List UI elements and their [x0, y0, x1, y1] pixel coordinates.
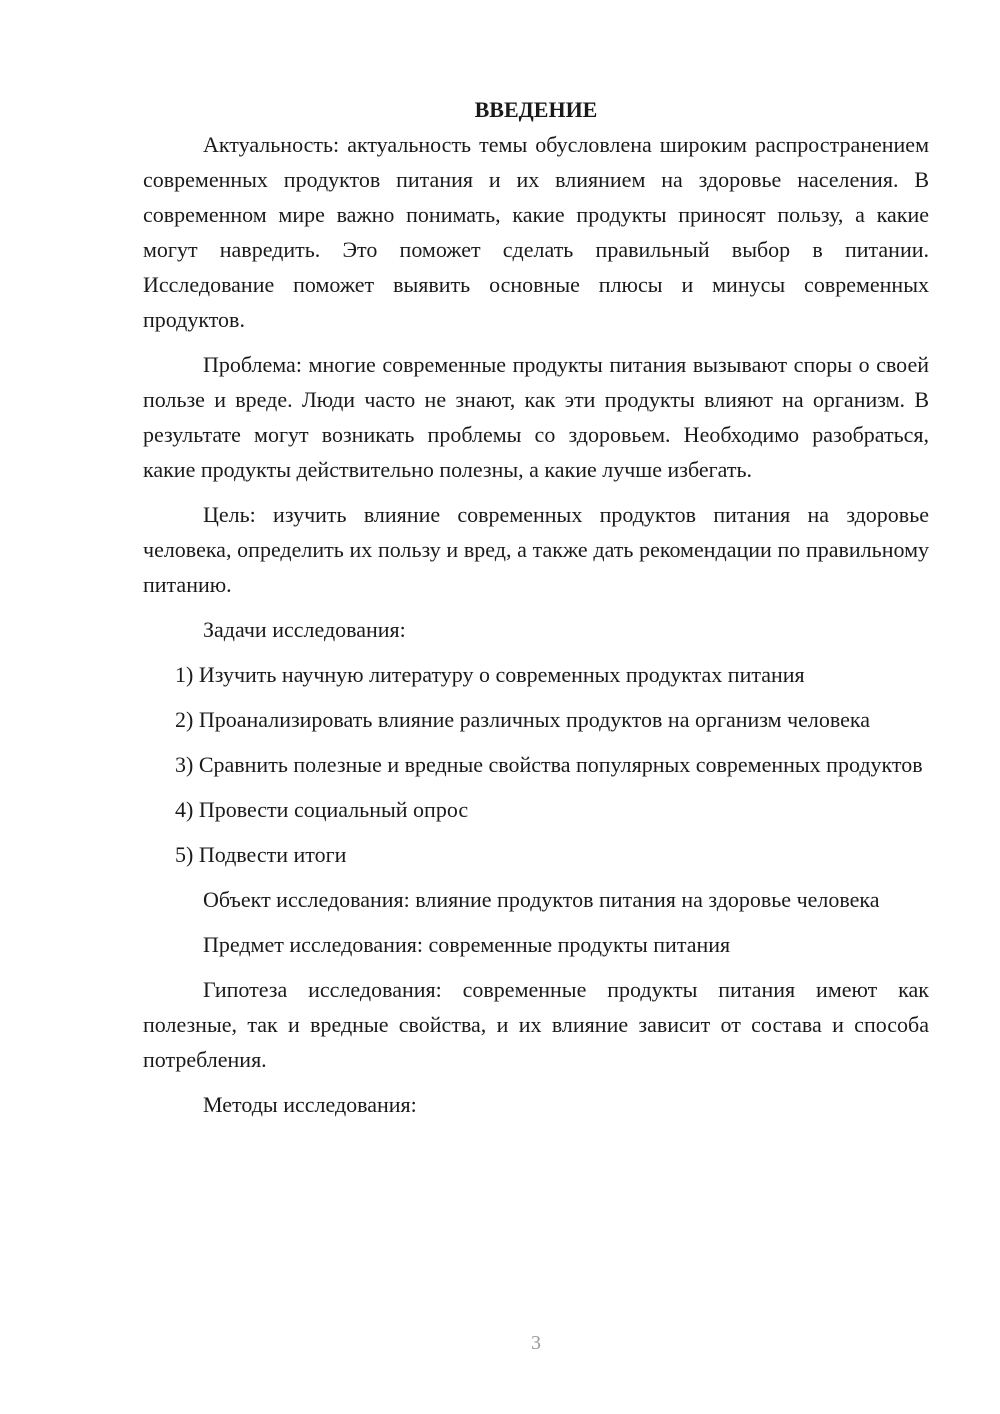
paragraph-relevance: Актуальность: актуальность темы обусловлена широким распространением современных продуктов питания и их влиянием на здоровье населения. В современном мире важно понимать, какие продукты приносят пользу, а какие могут навредить. Это поможет сделать правильный выбор в питании. Исследование поможет выявить основные плюсы и минусы современных продуктов. — [143, 132, 929, 332]
task-item-1: 1) Изучить научную литературу о современных продуктах питания — [175, 662, 805, 687]
section-title: ВВЕДЕНИЕ — [474, 97, 598, 122]
page-number: 3 — [531, 1332, 541, 1354]
paragraph-hypothesis: Гипотеза исследования: современные продукты питания имеют как полезные, так и вредные свойства, и их влияние зависит от состава и способа потребления. — [143, 977, 929, 1072]
paragraph-goal: Цель: изучить влияние современных продуктов питания на здоровье человека, определить их пользу и вред, а также дать рекомендации по правильному питанию. — [143, 502, 929, 597]
task-item-4: 4) Провести социальный опрос — [175, 797, 469, 822]
paragraph-object: Объект исследования: влияние продуктов питания на здоровье человека — [203, 887, 880, 912]
task-item-5: 5) Подвести итоги — [175, 842, 347, 867]
paragraph-tasks-heading: Задачи исследования: — [203, 617, 406, 642]
task-item-2: 2) Проанализировать влияние различных продуктов на организм человека — [175, 707, 871, 732]
paragraph-problem: Проблема: многие современные продукты питания вызывают споры о своей пользе и вреде. Люди часто не знают, как эти продукты влияют на организм. В результате могут возникать проблемы со здоровьем. Необходимо разобраться, какие продукты действительно полезны, а какие лучше избегать. — [143, 352, 929, 482]
paragraph-methods: Методы исследования: — [203, 1092, 417, 1117]
paragraph-subject: Предмет исследования: современные продукты питания — [203, 932, 731, 957]
document-body — [143, 92, 929, 1132]
task-item-3: 3) Сравнить полезные и вредные свойства популярных современных продуктов — [175, 752, 923, 777]
